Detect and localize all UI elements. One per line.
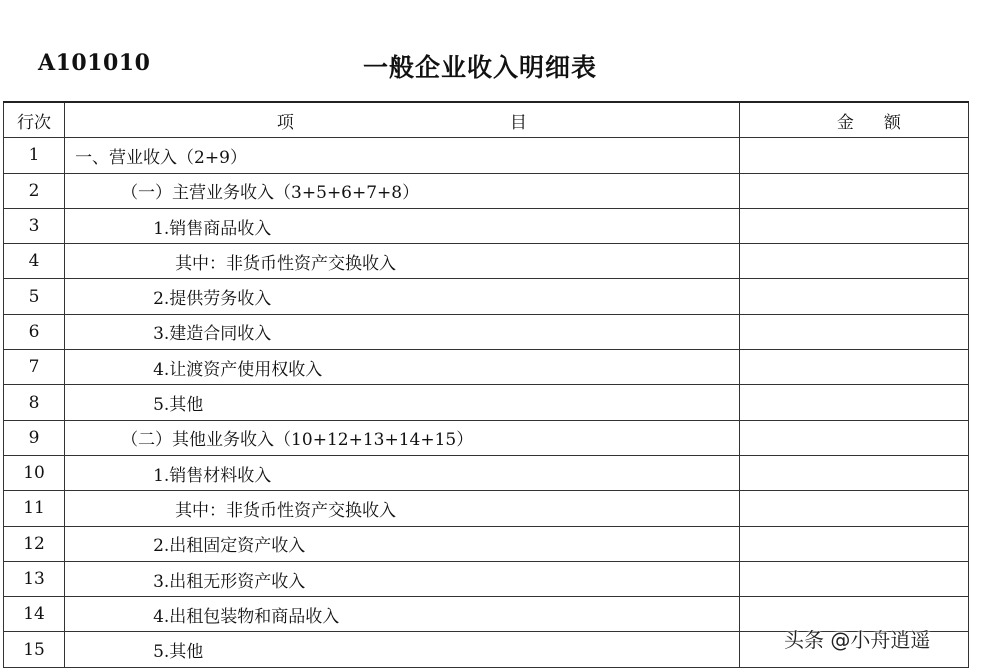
row-number: 2 <box>4 173 65 208</box>
row-amount-cell[interactable] <box>739 526 968 561</box>
table-row <box>4 561 969 596</box>
table-header-row <box>4 102 969 138</box>
row-item-label: （一）主营业务收入（3+5+6+7+8） <box>65 173 740 208</box>
row-number: 9 <box>4 420 65 455</box>
row-item-label: 5.其他 <box>65 632 740 667</box>
row-number: 4 <box>4 244 65 279</box>
row-item-label: 3.建造合同收入 <box>65 314 740 349</box>
row-number: 13 <box>4 561 65 596</box>
row-item-label: 3.出租无形资产收入 <box>65 561 740 596</box>
table-row <box>4 420 969 455</box>
row-item-label: （二）其他业务收入（10+12+13+14+15） <box>65 420 740 455</box>
row-item-label: 一、营业收入（2+9） <box>65 138 740 173</box>
header-item-char-1: 项 <box>276 112 294 133</box>
row-number: 14 <box>4 597 65 632</box>
row-amount-cell[interactable] <box>739 561 968 596</box>
row-number: 15 <box>4 632 65 667</box>
row-item-label: 4.让渡资产使用权收入 <box>65 350 740 385</box>
row-amount-cell[interactable] <box>739 138 968 173</box>
table-row <box>4 208 969 243</box>
table-row <box>4 455 969 490</box>
table-row <box>4 314 969 349</box>
row-item-label: 1.销售材料收入 <box>65 455 740 490</box>
row-item-label: 1.销售商品收入 <box>65 208 740 243</box>
row-number: 5 <box>4 279 65 314</box>
row-amount-cell[interactable] <box>739 244 968 279</box>
row-item-label: 5.其他 <box>65 385 740 420</box>
table-row <box>4 526 969 561</box>
row-amount-cell[interactable] <box>739 385 968 420</box>
table-row <box>4 350 969 385</box>
header-item-char-2: 目 <box>509 112 527 133</box>
income-detail-table <box>3 101 969 668</box>
header-amount-char-1: 金 <box>836 112 854 133</box>
row-amount-cell[interactable] <box>739 420 968 455</box>
row-number: 3 <box>4 208 65 243</box>
row-item-label: 其中：非货币性资产交换收入 <box>65 491 740 526</box>
row-number: 1 <box>4 138 65 173</box>
table-row <box>4 491 969 526</box>
form-code: A101010 <box>38 50 151 76</box>
row-item-label: 2.出租固定资产收入 <box>65 526 740 561</box>
row-amount-cell[interactable] <box>739 208 968 243</box>
row-item-label: 其中：非货币性资产交换收入 <box>65 244 740 279</box>
row-amount-cell[interactable] <box>739 491 968 526</box>
table-row <box>4 173 969 208</box>
row-number: 8 <box>4 385 65 420</box>
row-amount-cell[interactable] <box>739 350 968 385</box>
row-number: 12 <box>4 526 65 561</box>
header-row-no: 行次 <box>4 102 65 138</box>
header-item <box>65 102 740 138</box>
row-amount-cell[interactable] <box>739 173 968 208</box>
row-item-label: 2.提供劳务收入 <box>65 279 740 314</box>
table-row <box>4 279 969 314</box>
row-amount-cell[interactable] <box>739 279 968 314</box>
watermark: 头条 @小舟逍遥 <box>784 628 931 652</box>
row-number: 11 <box>4 491 65 526</box>
row-item-label: 4.出租包装物和商品收入 <box>65 597 740 632</box>
page-title: 一般企业收入明细表 <box>362 53 597 82</box>
row-number: 10 <box>4 455 65 490</box>
row-amount-cell[interactable] <box>739 455 968 490</box>
header-amount <box>739 102 968 138</box>
table-row <box>4 385 969 420</box>
row-amount-cell[interactable] <box>739 314 968 349</box>
table-body <box>4 138 969 667</box>
row-number: 6 <box>4 314 65 349</box>
row-number: 7 <box>4 350 65 385</box>
table-row <box>4 244 969 279</box>
header-amount-char-2: 额 <box>883 112 901 133</box>
table-row <box>4 138 969 173</box>
